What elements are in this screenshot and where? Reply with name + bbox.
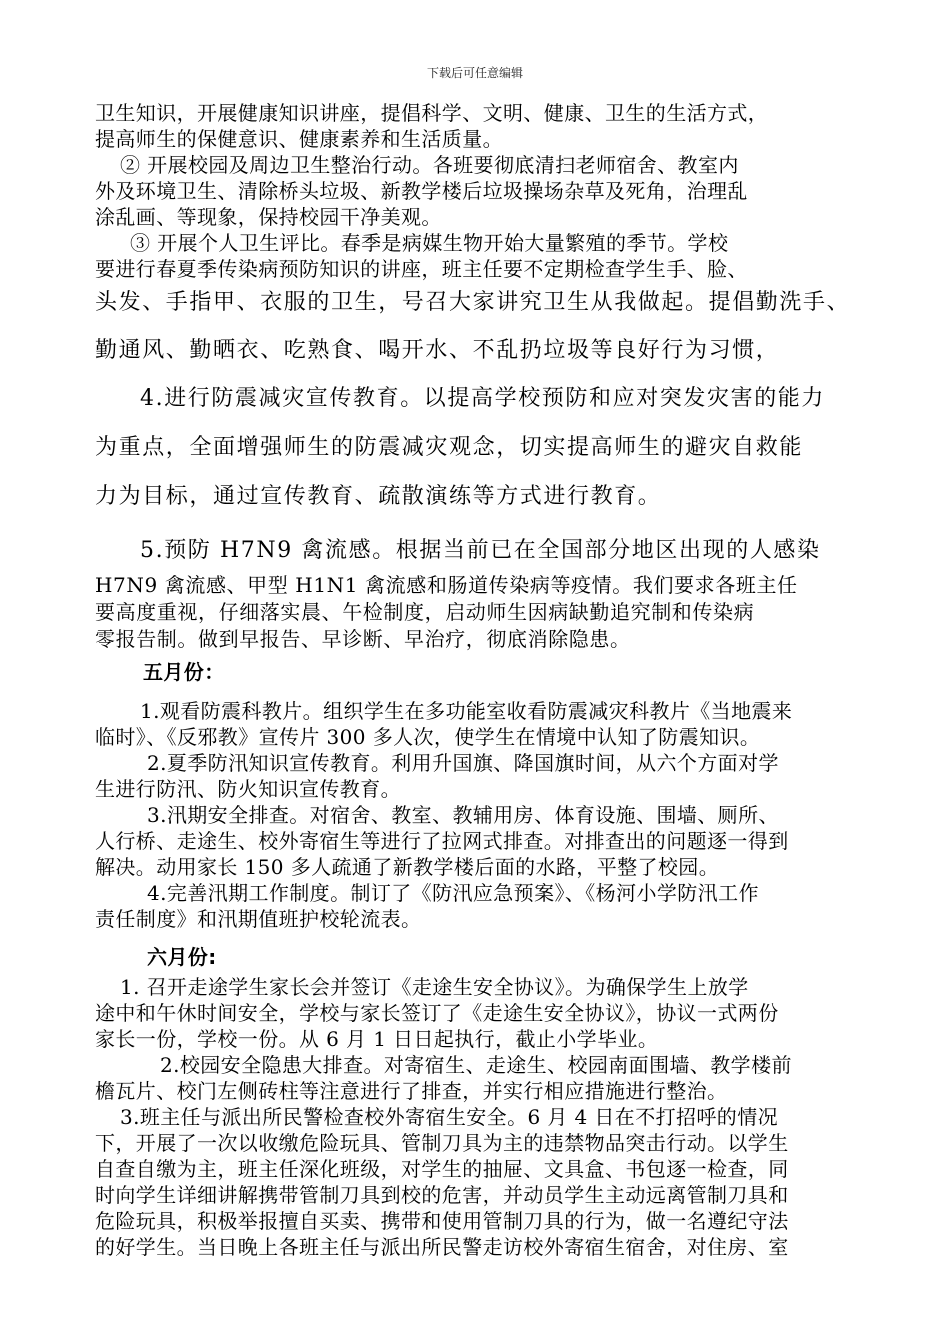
- text-line: 1.观看防震科教片。组织学生在多功能室收看防震减灾科教片《当地震来: [140, 699, 793, 723]
- text-line: 勤通风、勤晒衣、吃熟食、喝开水、不乱扔垃圾等良好行为习惯，: [95, 338, 780, 363]
- text-line: 责任制度》和汛期值班护校轮流表。: [95, 907, 422, 931]
- page-header: 下载后可任意编辑: [426, 66, 523, 80]
- text-line: 2.校园安全隐患大排查。对寄宿生、走途生、校园南面围墙、教学楼前: [160, 1053, 792, 1077]
- text-line: 解决。动用家长 150 多人疏通了新教学楼后面的水路，平整了校园。: [95, 855, 720, 879]
- text-line: 为重点，全面增强师生的防震减灾观念，切实提高师生的避灾自救能: [95, 435, 804, 460]
- text-line: ② 开展校园及周边卫生整治行动。各班要彻底清扫老师宿舍、教室内: [120, 153, 739, 177]
- text-line: 檐瓦片、校门左侧砖柱等注意进行了排查，并实行相应措施进行整治。: [95, 1079, 728, 1103]
- text-line: 生进行防汛、防火知识宣传教育。: [95, 777, 401, 801]
- text-line: 要高度重视，仔细落实晨、午检制度，启动师生因病缺勤追究制和传染病: [95, 600, 755, 624]
- text-line: 零报告制。做到早报告、早诊断、早治疗，彻底消除隐患。: [95, 627, 631, 651]
- text-line: 提高师生的保健意识、健康素养和生活质量。: [95, 127, 503, 151]
- text-line: 卫生知识，开展健康知识讲座，提倡科学、文明、健康、卫生的生活方式，: [95, 101, 769, 125]
- text-line: 4.完善汛期工作制度。制订了《防汛应急预案》、《杨河小学防汛工作: [147, 881, 759, 905]
- text-line: 人行桥、走途生、校外寄宿生等进行了拉网式排查。对排查出的问题逐一得到: [95, 829, 789, 853]
- text-line: 涂乱画、等现象，保持校园干净美观。: [95, 205, 442, 229]
- text-line: 下，开展了一次以收缴危险玩具、管制刀具为主的违禁物品突击行动。以学生: [95, 1131, 789, 1155]
- text-line: 外及环境卫生、清除桥头垃圾、新教学楼后垃圾操场杂草及死角，治理乱: [95, 179, 748, 203]
- text-line: 临时》、《反邪教》宣传片 300 多人次，使学生在情境中认知了防震知识。: [95, 725, 761, 749]
- text-line: 4.进行防震减灾宣传教育。以提高学校预防和应对突发灾害的能力: [140, 386, 825, 411]
- text-line: 危险玩具，积极举报擅自买卖、携带和使用管制刀具的行为，做一名遵纪守法: [95, 1209, 789, 1233]
- text-line: ③ 开展个人卫生评比。春季是病媒生物开始大量繁殖的季节。学校: [130, 231, 729, 255]
- section-heading-june: 六月份:: [147, 945, 217, 969]
- text-line: 途中和午休时间安全，学校与家长签订了《走途生安全协议》，协议一式两份: [95, 1001, 779, 1025]
- text-line: 时向学生详细讲解携带管制刀具到校的危害，并动员学生主动远离管制刀具和: [95, 1183, 789, 1207]
- text-line: 3.班主任与派出所民警检查校外寄宿生安全。6 月 4 日在不打招呼的情况: [120, 1105, 779, 1129]
- text-line: 力为目标，通过宣传教育、疏散演练等方式进行教育。: [95, 484, 662, 509]
- text-line: 的好学生。当日晚上各班主任与派出所民警走访校外寄宿生宿舍，对住房、室: [95, 1235, 789, 1259]
- text-line: 5.预防 H7N9 禽流感。根据当前已在全国部分地区出现的人感染: [140, 538, 821, 563]
- text-line: 家长一份，学校一份。从 6 月 1 日日起执行，截止小学毕业。: [95, 1027, 659, 1051]
- text-line: 3.汛期安全排查。对宿舍、教室、教辅用房、体育设施、围墙、厕所、: [147, 803, 779, 827]
- text-line: 要进行春夏季传染病预防知识的讲座，班主任要不定期检查学生手、脸、: [95, 257, 748, 281]
- text-line: 头发、手指甲、衣服的卫生，号召大家讲究卫生从我做起。提倡勤洗手、: [95, 290, 851, 315]
- text-line: 2.夏季防汛知识宣传教育。利用升国旗、降国旗时间，从六个方面对学: [147, 751, 779, 775]
- text-line: 1. 召开走途学生家长会并签订《走途生安全协议》。为确保学生上放学: [120, 975, 749, 999]
- text-line: H7N9 禽流感、甲型 H1N1 禽流感和肠道传染病等疫情。我们要求各班主任: [95, 573, 798, 597]
- text-line: 自查自缴为主，班主任深化班级，对学生的抽屉、文具盒、书包逐一检查，同: [95, 1157, 789, 1181]
- section-heading-may: 五月份：: [143, 660, 225, 684]
